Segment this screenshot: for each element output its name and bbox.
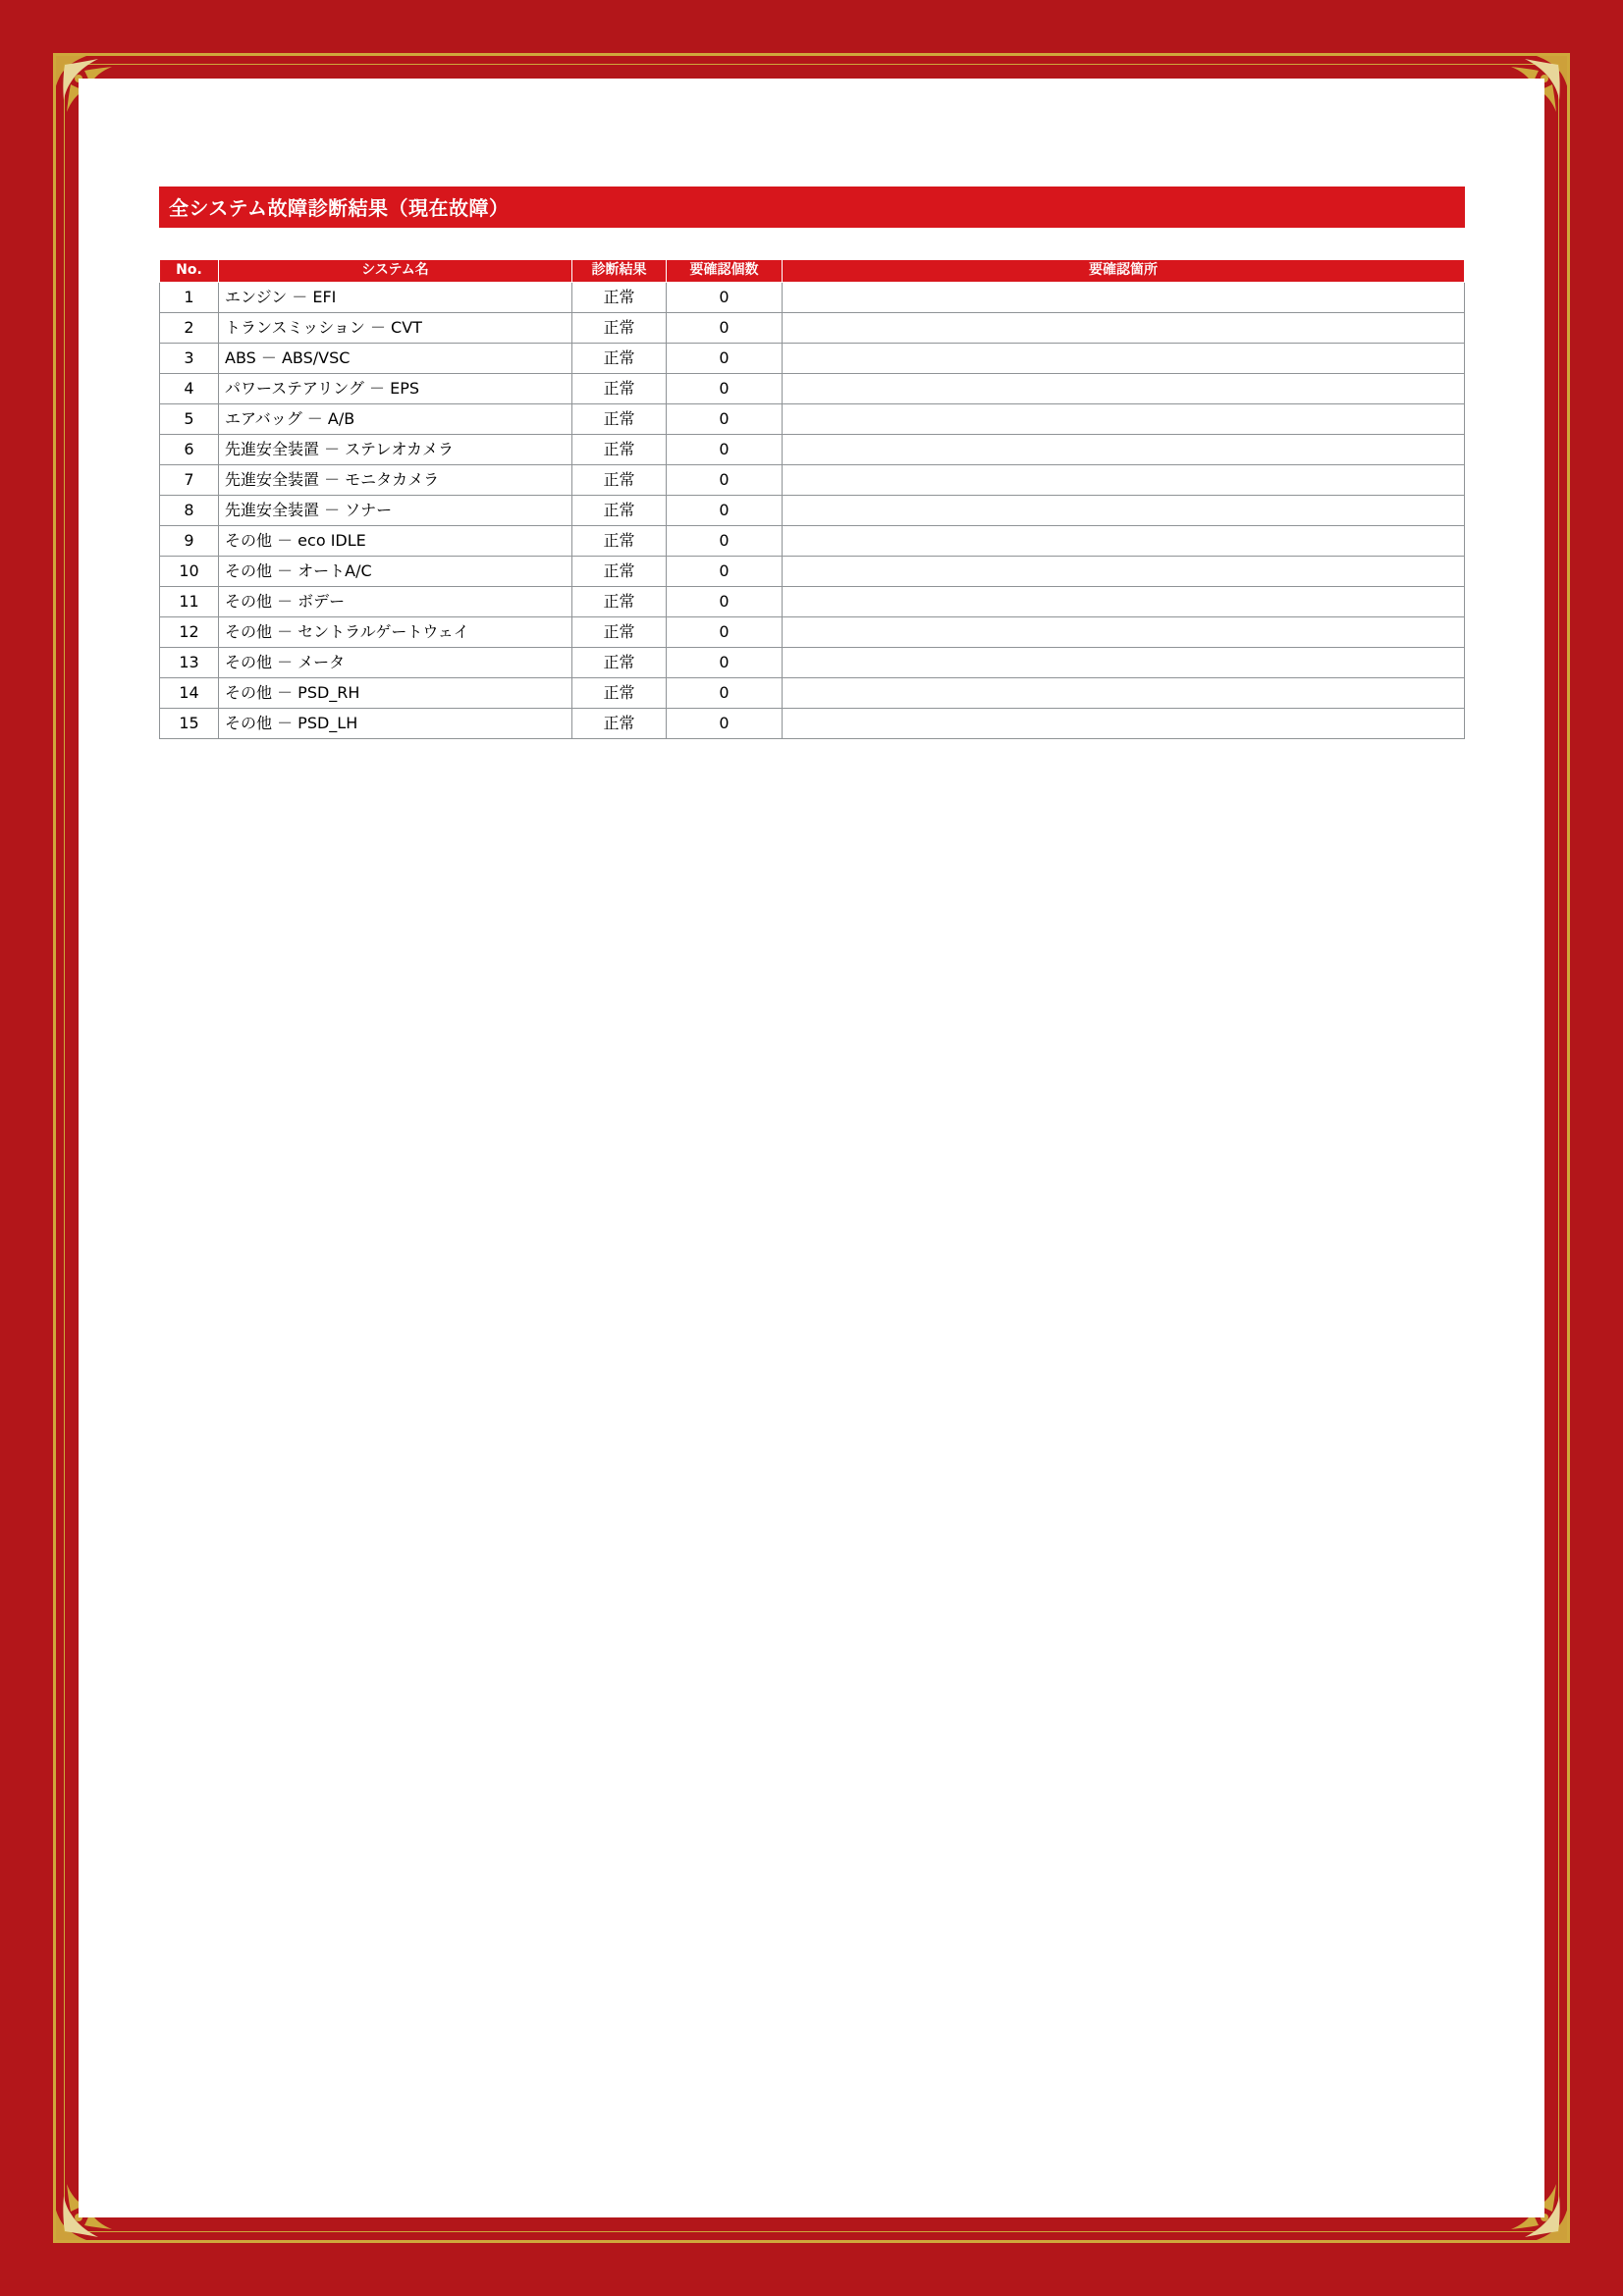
cell-no: 11 (160, 587, 219, 617)
table-row (160, 678, 1465, 709)
cell-result: 正常 (572, 374, 667, 404)
table-row (160, 374, 1465, 404)
report-content (159, 187, 1465, 739)
cell-count: 0 (667, 374, 783, 404)
cell-result: 正常 (572, 404, 667, 435)
cell-no: 1 (160, 283, 219, 313)
column-header-system: システム名 (219, 260, 572, 283)
cell-note (783, 404, 1465, 435)
table-row (160, 313, 1465, 344)
cell-result: 正常 (572, 283, 667, 313)
cell-count: 0 (667, 496, 783, 526)
cell-note (783, 374, 1465, 404)
cell-result: 正常 (572, 496, 667, 526)
cell-count: 0 (667, 526, 783, 557)
table-row (160, 557, 1465, 587)
cell-count: 0 (667, 587, 783, 617)
cell-system: その他 － PSD_LH (219, 709, 572, 739)
cell-count: 0 (667, 465, 783, 496)
cell-result: 正常 (572, 648, 667, 678)
cell-note (783, 557, 1465, 587)
cell-system: 先進安全装置 － ステレオカメラ (219, 435, 572, 465)
cell-system: その他 － セントラルゲートウェイ (219, 617, 572, 648)
table-header-row (160, 260, 1465, 283)
column-header-no: No. (160, 260, 219, 283)
cell-no: 12 (160, 617, 219, 648)
cell-no: 10 (160, 557, 219, 587)
cell-no: 8 (160, 496, 219, 526)
table-row (160, 617, 1465, 648)
column-header-result: 診断結果 (572, 260, 667, 283)
cell-system: エンジン － EFI (219, 283, 572, 313)
cell-system: その他 － eco IDLE (219, 526, 572, 557)
cell-count: 0 (667, 435, 783, 465)
cell-system: その他 － PSD_RH (219, 678, 572, 709)
table-row (160, 465, 1465, 496)
table-row (160, 283, 1465, 313)
cell-count: 0 (667, 404, 783, 435)
cell-note (783, 344, 1465, 374)
cell-result: 正常 (572, 678, 667, 709)
table-row (160, 526, 1465, 557)
table-row (160, 496, 1465, 526)
column-header-note: 要確認箇所 (783, 260, 1465, 283)
cell-result: 正常 (572, 435, 667, 465)
cell-result: 正常 (572, 587, 667, 617)
cell-no: 7 (160, 465, 219, 496)
cell-system: パワーステアリング － EPS (219, 374, 572, 404)
table-row (160, 709, 1465, 739)
cell-note (783, 496, 1465, 526)
table-body (160, 283, 1465, 739)
page-title: 全システム故障診断結果（現在故障） (159, 187, 1465, 228)
cell-count: 0 (667, 617, 783, 648)
cell-result: 正常 (572, 313, 667, 344)
cell-count: 0 (667, 648, 783, 678)
cell-system: その他 － メータ (219, 648, 572, 678)
cell-note (783, 283, 1465, 313)
cell-no: 3 (160, 344, 219, 374)
cell-count: 0 (667, 344, 783, 374)
cell-no: 6 (160, 435, 219, 465)
cell-count: 0 (667, 678, 783, 709)
cell-system: トランスミッション － CVT (219, 313, 572, 344)
cell-no: 14 (160, 678, 219, 709)
cell-no: 15 (160, 709, 219, 739)
cell-note (783, 526, 1465, 557)
cell-result: 正常 (572, 465, 667, 496)
cell-result: 正常 (572, 344, 667, 374)
column-header-count: 要確認個数 (667, 260, 783, 283)
diagnostic-results-table (159, 259, 1465, 739)
cell-result: 正常 (572, 709, 667, 739)
table-row (160, 587, 1465, 617)
cell-note (783, 435, 1465, 465)
cell-result: 正常 (572, 557, 667, 587)
cell-system: エアバッグ － A/B (219, 404, 572, 435)
cell-no: 13 (160, 648, 219, 678)
table-row (160, 344, 1465, 374)
table-row (160, 404, 1465, 435)
paper-sheet (79, 79, 1544, 2217)
cell-system: 先進安全装置 － モニタカメラ (219, 465, 572, 496)
table-row (160, 435, 1465, 465)
cell-system: その他 － ボデー (219, 587, 572, 617)
cell-count: 0 (667, 313, 783, 344)
cell-system: 先進安全装置 － ソナー (219, 496, 572, 526)
cell-count: 0 (667, 709, 783, 739)
cell-no: 9 (160, 526, 219, 557)
table-row (160, 648, 1465, 678)
cell-count: 0 (667, 283, 783, 313)
cell-no: 2 (160, 313, 219, 344)
cell-system: ABS － ABS/VSC (219, 344, 572, 374)
cell-count: 0 (667, 557, 783, 587)
cell-no: 4 (160, 374, 219, 404)
cell-note (783, 709, 1465, 739)
cell-note (783, 587, 1465, 617)
cell-system: その他 － オートA/C (219, 557, 572, 587)
cell-note (783, 678, 1465, 709)
cell-result: 正常 (572, 526, 667, 557)
cell-note (783, 465, 1465, 496)
cell-note (783, 617, 1465, 648)
cell-no: 5 (160, 404, 219, 435)
cell-note (783, 648, 1465, 678)
cell-result: 正常 (572, 617, 667, 648)
cell-note (783, 313, 1465, 344)
